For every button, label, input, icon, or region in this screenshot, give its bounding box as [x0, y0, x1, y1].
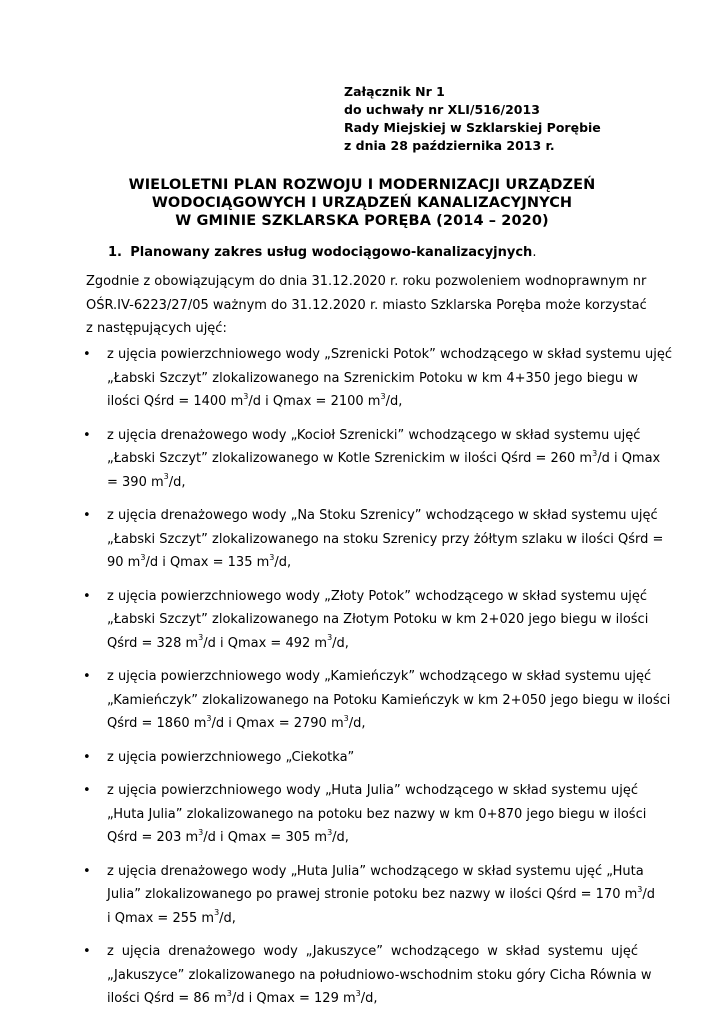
- item-line: z ujęcia drenażowego wody „Na Stoku Szrenicy” wchodzącego w skład systemu ujęć: [107, 508, 658, 523]
- section-number: 1.: [108, 245, 122, 260]
- list-item: [83, 504, 664, 575]
- list-item: [83, 746, 638, 770]
- annex-council: Rady Miejskiej w Szklarskiej Porębie: [344, 120, 601, 135]
- section-trail: .: [532, 245, 537, 260]
- item-line: z ujęcia powierzchniowego wody „Szrenicki Potok” wchodzącego w skład systemu ujęć: [107, 347, 672, 362]
- bullet-icon: •: [83, 588, 91, 604]
- bullet-icon: •: [83, 944, 91, 959]
- list-item: [83, 585, 649, 656]
- item-line: Julia” zlokalizowanego po prawej stronie potoku bez nazwy w ilości Qśrd = 170 $m^3/d$: [107, 884, 656, 902]
- item-line: ilości Qśrd = 1400 $m^3/d$ i Qmax = 2100 $m^3/d$,: [107, 391, 403, 409]
- bullet-icon: •: [83, 347, 91, 362]
- list-item: [83, 860, 656, 931]
- section-heading: [108, 245, 536, 260]
- item-line: Qśrd = 1860 $m^3/d$ i Qmax = 2790 $m^3/d$,: [107, 713, 366, 731]
- list-item: [83, 779, 647, 850]
- list-item: [83, 343, 672, 414]
- title-line-1: WIELOLETNI PLAN ROZWOJU I MODERNIZACJI URZĄDZEŃ: [128, 177, 596, 193]
- item-line: „Huta Julia” zlokalizowanego na potoku bez nazwy w km 0+870 jego biegu w ilości: [107, 806, 647, 822]
- item-line: 90 $m^3/d$ i Qmax = 135 $m^3/d$,: [107, 552, 292, 570]
- bullet-icon: •: [83, 508, 91, 523]
- item-line: ilości Qśrd = 86 $m^3/d$ i Qmax = 129 $m^3/d$,: [107, 988, 378, 1006]
- list-item: [83, 940, 652, 1011]
- item-line: z ujęcia drenażowego wody „Jakuszyce” wchodzącego w skład systemu ujęć: [107, 944, 638, 959]
- intro-paragraph: [86, 270, 647, 341]
- intake-list: [83, 343, 672, 1021]
- item-line: z ujęcia powierzchniowego wody „Złoty Potok” wchodzącego w skład systemu ujęć: [107, 588, 648, 604]
- item-line: Qśrd = 203 $m^3/d$ i Qmax = 305 $m^3/d$,: [107, 827, 349, 845]
- bullet-icon: •: [83, 863, 91, 879]
- item-line: z ujęcia drenażowego wody „Huta Julia” wchodzącego w skład systemu ujęć „Huta: [107, 863, 644, 879]
- intro-line-1: Zgodnie z obowiązującym do dnia 31.12.2020 r. roku pozwoleniem wodnoprawnym nr: [86, 274, 647, 289]
- bullet-icon: •: [83, 783, 91, 798]
- bullet-icon: •: [83, 427, 91, 443]
- item-line: Qśrd = 328 $m^3/d$ i Qmax = 492 $m^3/d$,: [107, 633, 349, 651]
- bullet-icon: •: [83, 669, 91, 684]
- item-line: „Kamieńczyk” zlokalizowanego na Potoku Kamieńczyk w km 2+050 jego biegu w ilości: [107, 692, 671, 708]
- item-line: z ujęcia powierzchniowego wody „Kamieńczyk” wchodzącego w skład systemu ujęć: [107, 669, 652, 684]
- item-line: z ujęcia powierzchniowego „Ciekotka”: [107, 749, 355, 765]
- item-line: „Łabski Szczyt” zlokalizowanego w Kotle Szrenickim w ilości Qśrd = 260 $m^3/d$ i Qmax: [107, 448, 661, 466]
- intro-line-3: z następujących ujęć:: [86, 321, 227, 336]
- section-title: Planowany zakres usług wodociągowo-kanalizacyjnych: [130, 245, 533, 260]
- list-item: [83, 424, 661, 495]
- item-line: „Łabski Szczyt” zlokalizowanego na Złotym Potoku w km 2+020 jego biegu w ilości: [107, 612, 649, 627]
- intro-line-2: OŚR.IV-6223/27/05 ważnym do 31.12.2020 r. miasto Szklarska Poręba może korzystać: [86, 297, 647, 313]
- item-line: z ujęcia powierzchniowego wody „Huta Julia” wchodzącego w skład systemu ujęć: [107, 783, 638, 798]
- document-title: [0, 176, 724, 230]
- item-line: „Łabski Szczyt” zlokalizowanego na stoku Szrenicy przy żółtym szlaku w ilości Qśrd =: [107, 531, 664, 547]
- title-line-3: W GMINIE SZKLARSKA PORĘBA (2014 – 2020): [175, 213, 549, 229]
- item-line: z ujęcia drenażowego wody „Kocioł Szrenicki” wchodzącego w skład systemu ujęć: [107, 427, 641, 443]
- bullet-icon: •: [83, 749, 91, 765]
- item-line: „Jakuszyce” zlokalizowanego na południowo-wschodnim stoku góry Cicha Równia w: [107, 967, 652, 983]
- annex-resolution: do uchwały nr XLI/516/2013: [344, 102, 540, 117]
- item-line: = 390 $m^3/d$,: [107, 472, 186, 490]
- annex-header: [344, 83, 601, 155]
- title-line-2: WODOCIĄGOWYCH I URZĄDZEŃ KANALIZACYJNYCH: [151, 195, 573, 211]
- annex-number: Załącznik Nr 1: [344, 84, 445, 99]
- annex-date: z dnia 28 października 2013 r.: [344, 138, 555, 153]
- item-line: i Qmax = 255 $m^3/d$,: [107, 908, 236, 926]
- item-line: „Łabski Szczyt” zlokalizowanego na Szrenickim Potoku w km 4+350 jego biegu w: [107, 370, 638, 386]
- list-item: [83, 665, 671, 736]
